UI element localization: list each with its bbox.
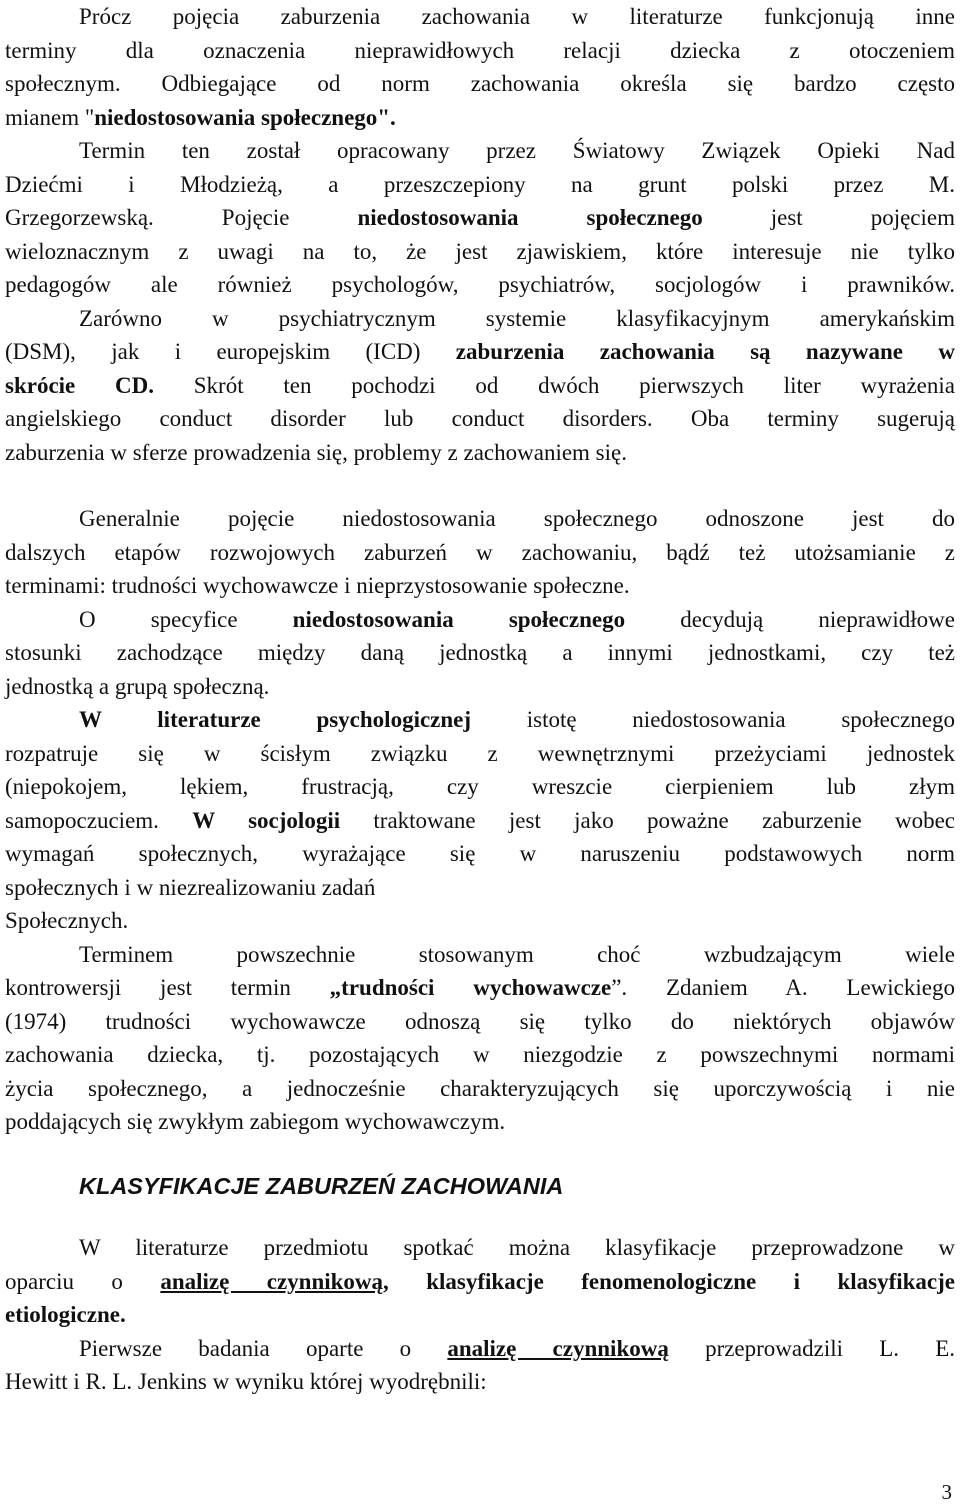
text-line: Termin ten został opracowany przez Światowy Związek Opieki Nad [79, 138, 955, 163]
text-line: wieloznacznym z uwagi na to, że jest zjawiskiem, które interesuje nie tylko [5, 238, 955, 264]
text-span: Grzegorzewską. Pojęcie [5, 205, 358, 230]
text-span: Pierwsze badania oparte o [79, 1335, 448, 1361]
bold-term: niedostosowania społecznego [292, 606, 626, 632]
text-line: Zarówno w psychiatrycznym systemie klasyfikacyjnym amerykańskim [79, 305, 955, 331]
page-number: 3 [941, 1480, 952, 1504]
text-line: terminy dla oznaczenia nieprawidłowych relacji dziecka z otoczeniem [5, 37, 955, 63]
text-span: O specyfice [79, 606, 293, 632]
text-line [5, 101, 955, 135]
bold-term: zaburzenia zachowania są nazywane w [455, 339, 955, 364]
text-line [5, 1332, 955, 1366]
underlined-term [160, 1269, 383, 1294]
paragraph-gap [5, 469, 955, 502]
text-line: (niepokojem, lękiem, frustracją, czy wreszcie cierpieniem lub złym [5, 774, 955, 799]
bold-term: W literaturze psychologicznej [79, 707, 472, 732]
text-line: zachowania dziecka, tj. pozostających w niezgodzie z powszechnymi normami [5, 1042, 955, 1067]
text-line [5, 1265, 955, 1299]
text-span: kontrowersji jest termin [5, 975, 330, 1000]
text-line: poddających się zwykłym zabiegom wychowawczym. [5, 1109, 506, 1134]
paragraph-3 [5, 1231, 955, 1399]
bold-term: skrócie CD. [5, 372, 154, 398]
underlined-term [447, 1336, 669, 1361]
bold-term: niedostosowania społecznego". [94, 104, 396, 130]
text-line: Generalnie pojęcie niedostosowania społecznego odnoszone jest do [79, 506, 955, 531]
text-span: jest pojęciem [702, 205, 955, 230]
text-line [5, 703, 955, 737]
text-line: angielskiego conduct disorder lub conduct disorders. Oba terminy sugerują [5, 406, 955, 431]
document-page [5, 0, 955, 1399]
bold-term: W socjologii [192, 807, 341, 833]
underline: analizę czynnikową [160, 1268, 384, 1294]
text-line: (1974) trudności wychowawcze odnoszą się tylko do niektórych objawów [5, 1008, 955, 1034]
text-line [5, 603, 955, 637]
text-span: decydują nieprawidłowe [625, 606, 955, 632]
text-line [5, 335, 955, 369]
bold-term: , klasyfikacje fenomenologiczne i klasyfikacje [383, 1268, 956, 1294]
text-line: Hewitt i R. L. Jenkins w wyniku której wyodrębnili: [5, 1369, 487, 1394]
text-span: mianem " [5, 104, 95, 130]
bold-term: „trudności wychowawcze [329, 975, 612, 1000]
text-line: wymagań społecznych, wyrażające się w naruszeniu podstawowych norm [5, 841, 955, 866]
bold-term: niedostosowania społecznego [357, 205, 703, 230]
bold-term: etiologiczne. [5, 1302, 126, 1327]
paragraph-1 [5, 0, 955, 469]
text-line: rozpatruje się w ścisłym związku z wewnętrznymi przeżyciami jednostek [5, 740, 955, 766]
text-line [5, 369, 955, 403]
text-line: zaburzenia w sferze prowadzenia się, problemy z zachowaniem się. [5, 439, 627, 465]
text-span: ”. Zdaniem A. Lewickiego [611, 975, 955, 1000]
text-line: jednostką a grupą społeczną. [5, 673, 270, 699]
text-line: pedagogów ale również psychologów, psychiatrów, socjologów i prawników. [5, 272, 955, 297]
text-line: społecznym. Odbiegające od norm zachowania określa się bardzo często [5, 71, 955, 96]
text-line: terminami: trudności wychowawcze i nieprzystosowanie społeczne. [5, 573, 630, 598]
text-span: traktowane jest jako poważne zaburzenie wobec [340, 807, 955, 833]
text-line: Prócz pojęcia zaburzenia zachowania w literaturze funkcjonują inne [79, 4, 955, 29]
text-span: Skrót ten pochodzi od dwóch pierwszych liter wyrażenia [154, 372, 955, 398]
text-line: dalszych etapów rozwojowych zaburzeń w zachowaniu, bądź też utożsamianie z [5, 539, 955, 565]
section-heading: KLASYFIKACJE ZABURZEŃ ZACHOWANIA [79, 1172, 564, 1199]
text-line [5, 201, 955, 235]
text-line: stosunki zachodzące między daną jednostką a innymi jednostkami, czy też [5, 640, 955, 665]
text-line [5, 971, 955, 1005]
text-line: Terminem powszechnie stosowanym choć wzbudzającym wiele [79, 941, 955, 967]
text-span: przeprowadzili L. E. [668, 1335, 956, 1361]
text-line: życia społecznego, a jednocześnie charakteryzujących się uporczywością i nie [5, 1075, 955, 1101]
text-line [5, 1298, 955, 1332]
text-line [5, 804, 955, 838]
text-line: W literaturze przedmiotu spotkać można klasyfikacje przeprowadzone w [79, 1235, 955, 1260]
underline: analizę czynnikową [447, 1335, 669, 1361]
text-span: oparciu o [5, 1268, 161, 1294]
text-line: Dziećmi i Młodzieżą, a przeszczepiony na grunt polski przez M. [5, 171, 955, 197]
text-span: samopoczuciem. [5, 807, 193, 833]
text-span: (DSM), jak i europejskim (ICD) [5, 339, 456, 364]
text-span: istotę niedostosowania społecznego [471, 707, 955, 732]
text-line: Społecznych. [5, 908, 129, 933]
paragraph-2 [5, 502, 955, 1139]
text-line: społecznych i w niezrealizowaniu zadań [5, 874, 376, 900]
